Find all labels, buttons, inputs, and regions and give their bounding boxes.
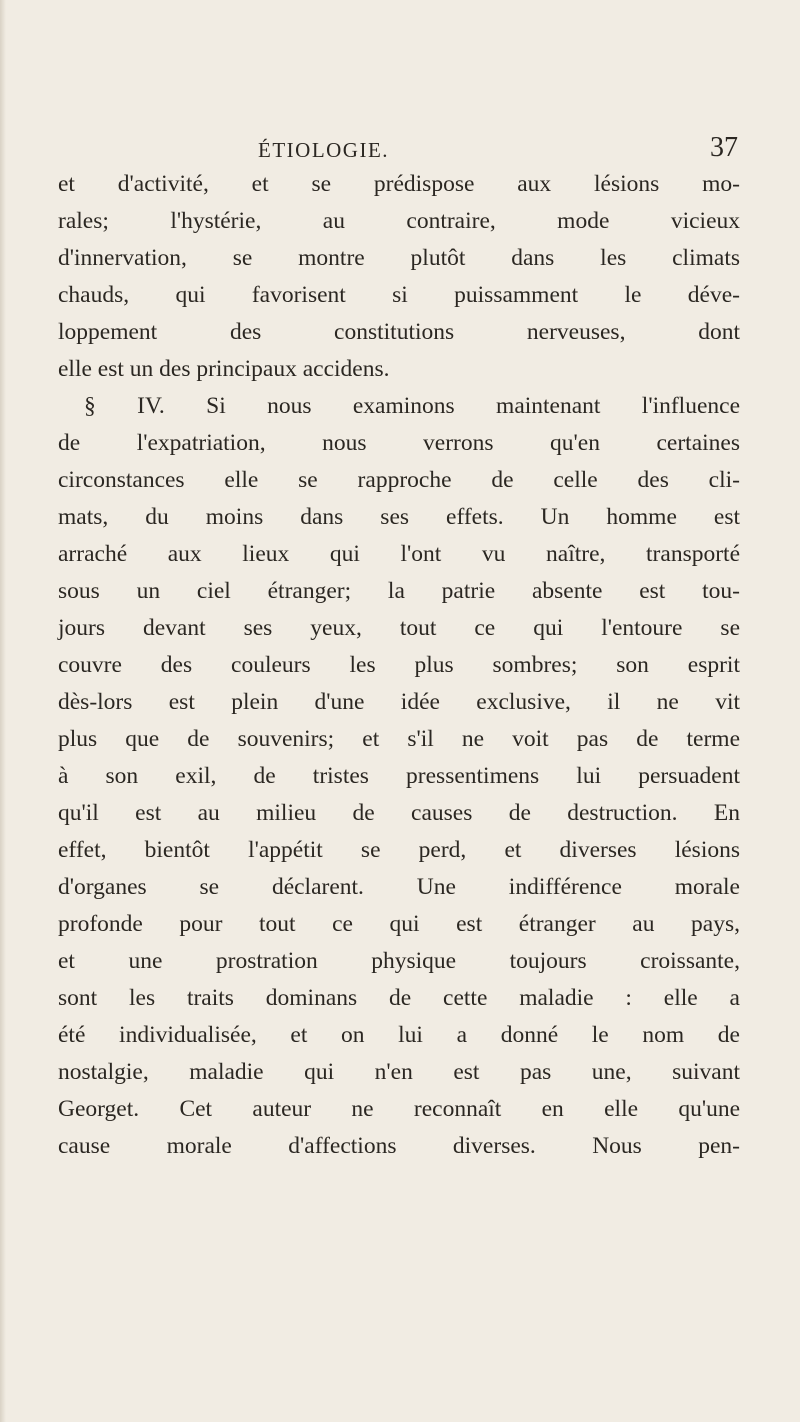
text-line: elle est un des principaux accidens.	[58, 356, 390, 382]
page-edge-shadow	[0, 0, 6, 1422]
text-line: et une prostration physique toujours croissante,	[58, 948, 740, 974]
text-line: loppement des constitutions nerveuses, dont	[58, 319, 740, 345]
text-line: nostalgie, maladie qui n'en est pas une, suivant	[58, 1059, 740, 1085]
text-line: cause morale d'affections diverses. Nous pen-	[58, 1133, 740, 1159]
text-line: § IV. Si nous examinons maintenant l'influence	[84, 393, 740, 419]
text-line: et d'activité, et se prédispose aux lésions mo-	[58, 171, 740, 197]
text-line: sous un ciel étranger; la patrie absente est tou-	[58, 578, 740, 604]
text-line: Georget. Cet auteur ne reconnaît en elle qu'une	[58, 1096, 740, 1122]
text-line: rales; l'hystérie, au contraire, mode vicieux	[58, 208, 740, 234]
text-line: dès-lors est plein d'une idée exclusive, il ne vit	[58, 689, 740, 715]
text-line: jours devant ses yeux, tout ce qui l'entoure se	[58, 615, 740, 641]
text-line: qu'il est au milieu de causes de destruction. En	[58, 800, 740, 826]
text-line: à son exil, de tristes pressentimens lui persuadent	[58, 763, 740, 789]
text-line: effet, bientôt l'appétit se perd, et diverses lésions	[58, 837, 740, 863]
text-line: été individualisée, et on lui a donné le nom de	[58, 1022, 740, 1048]
text-line: profonde pour tout ce qui est étranger au pays,	[58, 911, 740, 937]
text-line: couvre des couleurs les plus sombres; son esprit	[58, 652, 740, 678]
text-line: plus que de souvenirs; et s'il ne voit pas de terme	[58, 726, 740, 752]
text-line: d'organes se déclarent. Une indifférence morale	[58, 874, 740, 900]
text-line: sont les traits dominans de cette maladie : elle a	[58, 985, 740, 1011]
text-line: d'innervation, se montre plutôt dans les climats	[58, 245, 740, 271]
text-line: chauds, qui favorisent si puissamment le déve-	[58, 282, 740, 308]
text-line: circonstances elle se rapproche de celle des cli-	[58, 467, 740, 493]
page-number: 37	[710, 132, 738, 163]
running-title: ÉTIOLOGIE.	[258, 138, 390, 162]
body-text	[58, 166, 740, 1165]
text-line: de l'expatriation, nous verrons qu'en certaines	[58, 430, 740, 456]
text-line: arraché aux lieux qui l'ont vu naître, transporté	[58, 541, 740, 567]
text-line: mats, du moins dans ses effets. Un homme est	[58, 504, 740, 530]
